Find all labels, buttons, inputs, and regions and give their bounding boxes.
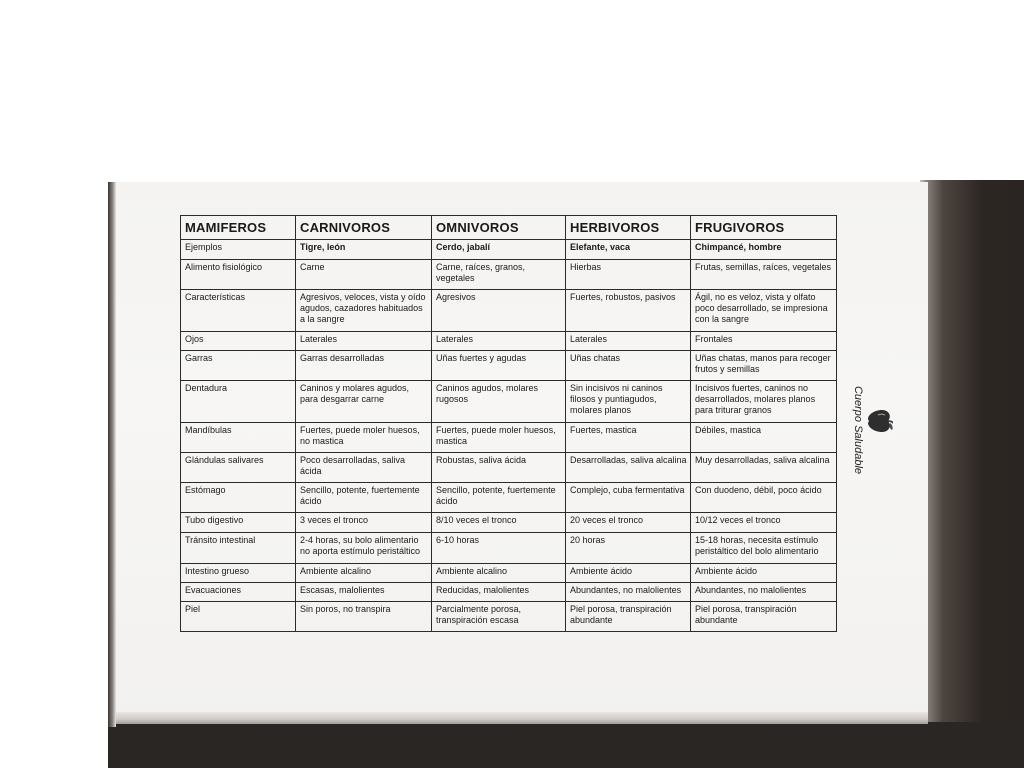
header-omnivoros: OMNIVOROS (432, 216, 566, 240)
row-label: Ojos (181, 332, 296, 351)
table-cell: Laterales (566, 332, 691, 351)
table-cell: 10/12 veces el tronco (691, 513, 837, 533)
row-label: Intestino grueso (181, 564, 296, 583)
table-cell: Débiles, mastica (691, 423, 837, 453)
table-row (181, 453, 837, 483)
row-label: Mandíbulas (181, 423, 296, 453)
table-cell: Hierbas (566, 260, 691, 290)
table-cell: Uñas chatas (566, 351, 691, 381)
table-row (181, 240, 837, 260)
row-label: Estómago (181, 483, 296, 513)
table-cell: 20 horas (566, 533, 691, 564)
table-cell: Piel porosa, transpiración abundante (691, 602, 837, 632)
table-cell: Frontales (691, 332, 837, 351)
table-cell: Sencillo, potente, fuertemente ácido (296, 483, 432, 513)
table-cell: Muy desarrolladas, saliva alcalina (691, 453, 837, 483)
scan-background-left (108, 182, 116, 727)
table-cell: Frutas, semillas, raíces, vegetales (691, 260, 837, 290)
side-caption: Cuerpo Saludable (852, 385, 864, 475)
row-label: Ejemplos (181, 240, 296, 260)
table-cell: Caninos agudos, molares rugosos (432, 381, 566, 423)
table-cell: Abundantes, no malolientes (566, 583, 691, 602)
page-edge (116, 712, 928, 724)
table-row (181, 564, 837, 583)
table-cell: Fuertes, puede moler huesos, mastica (432, 423, 566, 453)
row-label: Glándulas salivares (181, 453, 296, 483)
row-label: Garras (181, 351, 296, 381)
table-cell: 20 veces el tronco (566, 513, 691, 533)
scan-background-bottom (108, 722, 1024, 768)
table-cell: Piel porosa, transpiración abundante (566, 602, 691, 632)
table-row (181, 290, 837, 332)
table-cell: Elefante, vaca (566, 240, 691, 260)
table-cell: 2-4 horas, su bolo alimentario no aporta estímulo peristáltico (296, 533, 432, 564)
table-cell: Robustas, saliva ácida (432, 453, 566, 483)
table-cell: 3 veces el tronco (296, 513, 432, 533)
header-frugivoros: FRUGIVOROS (691, 216, 837, 240)
table-cell: Laterales (432, 332, 566, 351)
table-cell: Sin poros, no transpira (296, 602, 432, 632)
row-label: Tránsito intestinal (181, 533, 296, 564)
table-cell: Fuertes, robustos, pasivos (566, 290, 691, 332)
table-cell: Ambiente alcalino (296, 564, 432, 583)
table-cell: Laterales (296, 332, 432, 351)
table-cell: Incisivos fuertes, caninos no desarrollados, molares planos para triturar granos (691, 381, 837, 423)
table-cell: Poco desarrolladas, saliva ácida (296, 453, 432, 483)
table-cell: 15-18 horas, necesita estímulo peristáltico del bolo alimentario (691, 533, 837, 564)
row-label: Piel (181, 602, 296, 632)
table-cell: Con duodeno, débil, poco ácido (691, 483, 837, 513)
comparison-table-container (180, 215, 836, 632)
row-label: Evacuaciones (181, 583, 296, 602)
table-cell: Tigre, león (296, 240, 432, 260)
row-label: Características (181, 290, 296, 332)
table-cell: Agresivos, veloces, vista y oído agudos, cazadores habituados a la sangre (296, 290, 432, 332)
header-mamiferos: MAMIFEROS (181, 216, 296, 240)
table-cell: Parcialmente porosa, transpiración escasa (432, 602, 566, 632)
table-cell: 6-10 horas (432, 533, 566, 564)
scan-background-right (920, 180, 1024, 740)
table-cell: Cerdo, jabalí (432, 240, 566, 260)
table-cell: Reducidas, malolientes (432, 583, 566, 602)
header-carnivoros: CARNIVOROS (296, 216, 432, 240)
table-cell: Fuertes, puede moler huesos, no mastica (296, 423, 432, 453)
table-cell: Sencillo, potente, fuertemente ácido (432, 483, 566, 513)
table-cell: Carne (296, 260, 432, 290)
table-row (181, 351, 837, 381)
table-row (181, 423, 837, 453)
table-row (181, 602, 837, 632)
table-row (181, 332, 837, 351)
table-row (181, 260, 837, 290)
table-cell: Caninos y molares agudos, para desgarrar carne (296, 381, 432, 423)
header-herbivoros: HERBIVOROS (566, 216, 691, 240)
table-cell: Desarrolladas, saliva alcalina (566, 453, 691, 483)
table-row (181, 381, 837, 423)
table-cell: Sin incisivos ni caninos filosos y puntiagudos, molares planos (566, 381, 691, 423)
table-cell: Fuertes, mastica (566, 423, 691, 453)
table-cell: Ambiente ácido (566, 564, 691, 583)
table-cell: Uñas fuertes y agudas (432, 351, 566, 381)
table-cell: 8/10 veces el tronco (432, 513, 566, 533)
table-cell: Garras desarrolladas (296, 351, 432, 381)
table-row (181, 513, 837, 533)
table-row (181, 583, 837, 602)
table-cell: Carne, raíces, granos, vegetales (432, 260, 566, 290)
table-row (181, 533, 837, 564)
table-cell: Agresivos (432, 290, 566, 332)
table-cell: Chimpancé, hombre (691, 240, 837, 260)
row-label: Dentadura (181, 381, 296, 423)
table-header-row (181, 216, 837, 240)
table-cell: Escasas, malolientes (296, 583, 432, 602)
table-cell: Complejo, cuba fermentativa (566, 483, 691, 513)
table-cell: Ambiente alcalino (432, 564, 566, 583)
row-label: Tubo digestivo (181, 513, 296, 533)
table-cell: Abundantes, no malolientes (691, 583, 837, 602)
table-cell: Ágil, no es veloz, vista y olfato poco desarrollado, se impresiona con la sangre (691, 290, 837, 332)
mammal-diet-comparison-table (180, 215, 837, 632)
table-row (181, 483, 837, 513)
apple-icon (867, 406, 893, 436)
table-cell: Ambiente ácido (691, 564, 837, 583)
row-label: Alimento fisiológico (181, 260, 296, 290)
table-cell: Uñas chatas, manos para recoger frutos y semillas (691, 351, 837, 381)
